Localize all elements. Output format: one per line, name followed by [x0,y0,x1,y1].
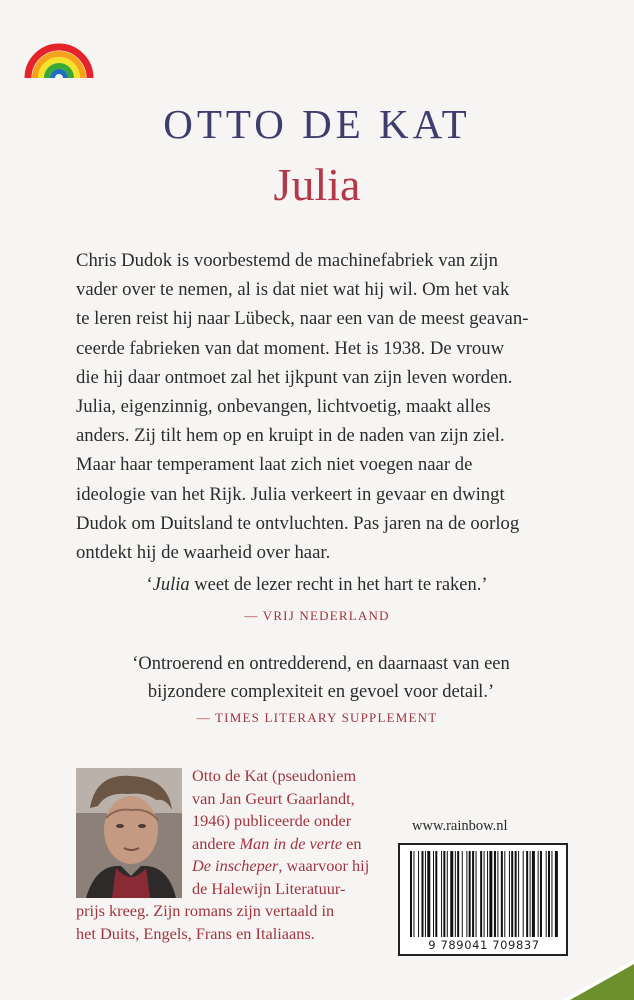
barcode-bar [509,851,510,937]
barcode-bar [447,851,448,937]
publisher-website: www.rainbow.nl [412,818,508,834]
bio-line: Otto de Kat (pseudoniem [192,766,357,785]
barcode-bar [469,851,471,937]
bio-line: het Duits, Engels, Frans en Italiaans. [76,923,315,943]
blurb-line: ceerde fabrieken van dat moment. Het is 1938. De vrouw [76,337,505,359]
barcode-bar [540,851,542,937]
barcode-bar [413,851,414,937]
barcode-bar [501,851,503,937]
bio-text: , waarvoor hij [278,856,370,876]
barcode-bar [497,851,498,937]
barcode-bar [422,851,424,937]
barcode-bar [530,851,531,937]
barcode-bar [523,851,524,937]
bio-text: andere [192,833,240,853]
blurb-line: ontdekt hij de waarheid over haar. [76,542,331,564]
barcode-bar [433,851,434,937]
review-quote-1 [0,575,634,596]
barcode-bar [472,851,474,937]
barcode-bar [427,851,430,937]
quote-open-mark: ‘ [146,575,153,595]
bio-line: prijs kreeg. Zijn romans zijn vertaald in [76,901,335,920]
author-photo [76,768,182,898]
blurb-line: Julia, eigenzinnig, onbevangen, lichtvoetig, maakt alles [76,396,491,418]
barcode-bar [515,851,517,937]
barcode-bar [457,851,459,937]
quote-line: bijzondere complexiteit en gevoel voor detail.’ [147,682,495,702]
barcode-bar [484,851,485,937]
barcode-bar [548,851,550,937]
blurb-line: Chris Dudok is voorbestemd de machinefabriek van zijn [76,250,498,271]
blurb [76,246,566,567]
blurb-line: Maar haar temperament laat zich niet voegen naar de [76,454,473,476]
blurb-line: anders. Zij tilt hem op en kruipt in de naden van zijn ziel. [76,425,505,447]
barcode-bar [418,851,419,937]
bio-line [192,855,372,878]
barcode-bar [526,851,528,937]
blurb-line: ideologie van het Rijk. Julia verkeert in gevaar en dwingt [76,483,505,505]
barcode-bar [546,851,547,937]
barcode-bar [487,851,488,937]
quote-text: weet de lezer recht in het hart te raken.’ [189,575,488,595]
review-quote-2 [96,650,546,706]
barcode-bar [511,851,513,937]
review-source-2: — TIMES LITERARY SUPPLEMENT [196,710,438,725]
barcode-bar [551,851,552,937]
barcode-bar [443,851,445,937]
bio-line: van Jan Geurt Gaarlandt, [192,788,355,808]
barcode-bar [538,851,539,937]
barcode-bar [435,851,437,937]
review-source-1: — VRIJ NEDERLAND [244,608,390,623]
barcode-bar [425,851,426,937]
bio-text: en [342,833,362,853]
barcode-bar [476,851,477,937]
author-name: OTTO DE KAT [163,101,471,147]
quote-title-italic: Julia [152,575,190,595]
barcode-bar [455,851,456,937]
barcode-bar [462,851,463,937]
bio-line [192,833,372,856]
barcode-bar [410,851,412,937]
barcode-bar [518,851,519,937]
barcode-bar [555,851,558,937]
blurb-line: die hij daar ontmoet zal het ijkpunt van zijn leven worden. [76,366,513,388]
isbn-number: 9 789041 709837 [428,938,540,952]
barcode-bar [441,851,442,937]
barcode-bar [480,851,482,937]
barcode-bar [504,851,505,937]
barcode-bar [466,851,467,937]
barcode-bar [450,851,453,937]
blurb-line: te leren reist hij naar Lübeck, naar een van de meest geavan- [76,308,529,330]
barcode-bar [532,851,535,937]
bio-book-title: Man in de verte [239,833,343,853]
quote-line: ‘Ontroerend en ontredderend, en daarnaast van een [132,654,510,674]
barcode-bar [494,851,496,937]
bio-line: 1946) publiceerde onder [192,811,352,831]
rainbow-logo-icon [24,18,94,80]
author-bio-continued [76,900,376,945]
library-corner-mark [562,960,634,1000]
bio-line: de Halewijn Literatuur- [192,878,346,898]
bio-book-title: De inscheper [192,856,279,876]
book-title: Julia [273,159,361,210]
author-bio [192,765,372,901]
blurb-line: vader over te nemen, al is dat niet wat hij wil. Om het vak [76,279,510,301]
barcode-bar [489,851,492,937]
blurb-line: Dudok om Duitsland te ontvluchten. Pas jaren na de oorlog [76,512,520,534]
